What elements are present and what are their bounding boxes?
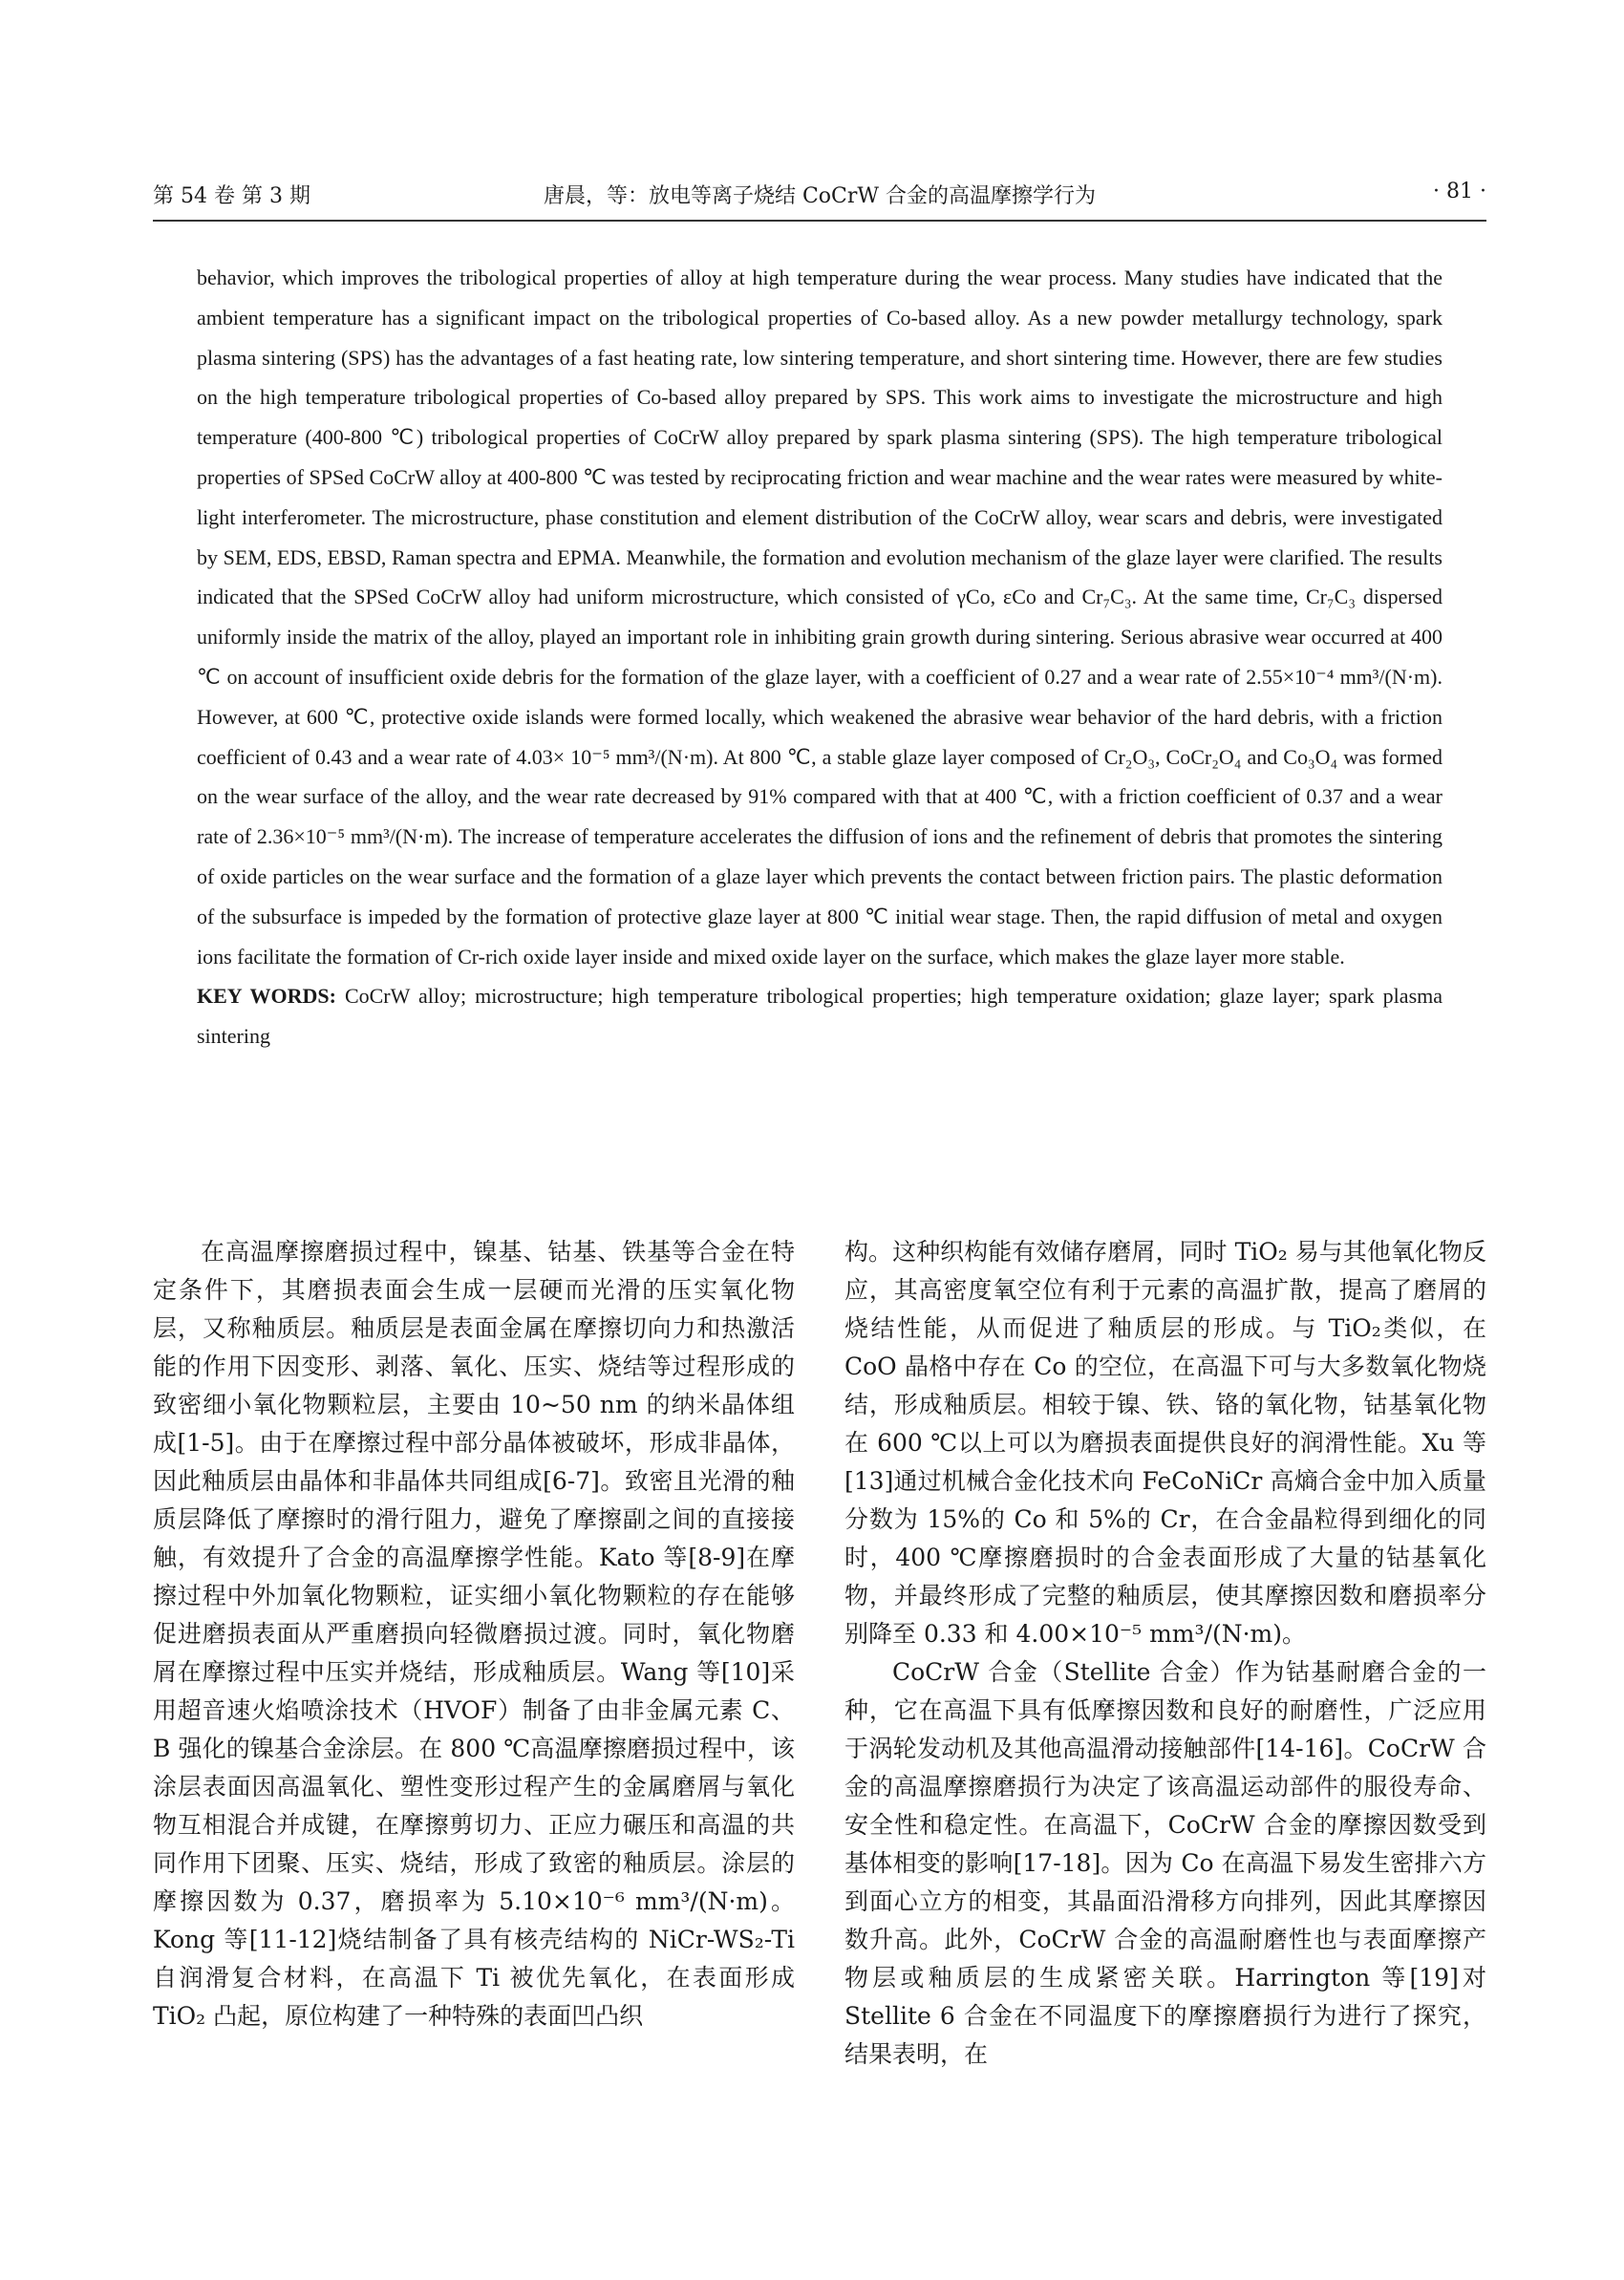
volume-issue: 第 54 卷 第 3 期 — [153, 184, 310, 208]
keywords-text: CoCrW alloy; microstructure; high temperature tribological properties; high temperature oxidation; glaze layer; spark plasma sintering — [197, 984, 1443, 1049]
paragraph-continued: 构。这种织构能有效储存磨屑，同时 TiO₂ 易与其他氧化物反应，其高密度氧空位有利于元素的高温扩散，提高了磨屑的烧结性能，从而促进了釉质层的形成。与 TiO₂类似，在 CoO 晶格中存在 Co 的空位，在高温下可与大多数氧化物烧结，形成釉质层。相较于镍、铁、铬的氧化物，钴基氧化物在 600 ℃以上可以为磨损表面提供良好的润滑性能。Xu 等[13]通过机械合金化技术向 FeCoNiCr 高熵合金中加入质量分数为 15%的 Co 和 5%的 Cr，在合金晶粒得到细化的同时，400 ℃摩擦磨损时的合金表面形成了大量的钴基氧化物，并最终形成了完整的釉质层，使其摩擦因数和磨损率分别降至 0.33 和 4.00×10⁻⁵ mm³/(N·m)。 — [844, 1238, 1486, 1648]
running-title: 唐晨，等：放电等离子烧结 CoCrW 合金的高温摩擦学行为 — [543, 184, 1097, 208]
page-number: · 81 · — [1433, 180, 1486, 203]
running-header — [153, 176, 1486, 214]
keywords — [197, 976, 1442, 1056]
body-column-left — [153, 1233, 795, 2035]
english-abstract — [197, 258, 1442, 1056]
paragraph-intro: 在高温摩擦磨损过程中，镍基、钴基、铁基等合金在特定条件下，其磨损表面会生成一层硬而光滑的压实氧化物层，又称釉质层。釉质层是表面金属在摩擦切向力和热激活能的作用下因变形、剥落、氧化、压实、烧结等过程形成的致密细小氧化物颗粒层，主要由 10~50 nm 的纳米晶体组成[1-5]。由于在摩擦过程中部分晶体被破坏，形成非晶体，因此釉质层由晶体和非晶体共同组成[6-7]。致密且光滑的釉质层降低了摩擦时的滑行阻力，避免了摩擦副之间的直接接触，有效提升了合金的高温摩擦学性能。Kato 等[8-9]在摩擦过程中外加氧化物颗粒，证实细小氧化物颗粒的存在能够促进磨损表面从严重磨损向轻微磨损过渡。同时，氧化物磨屑在摩擦过程中压实并烧结，形成釉质层。Wang 等[10]采用超音速火焰喷涂技术（HVOF）制备了由非金属元素 C、B 强化的镍基合金涂层。在 800 ℃高温摩擦磨损过程中，该涂层表面因高温氧化、塑性变形过程产生的金属磨屑与氧化物互相混合并成键，在摩擦剪切力、正应力碾压和高温的共同作用下团聚、压实、烧结，形成了致密的釉质层。涂层的摩擦因数为 0.37，磨损率为 5.10×10⁻⁶ mm³/(N·m)。Kong 等[11-12]烧结制备了具有核壳结构的 NiCr-WS₂-Ti 自润滑复合材料，在高温下 Ti 被优先氧化，在表面形成 TiO₂ 凸起，原位构建了一种特殊的表面凹凸织 — [153, 1238, 795, 2030]
paragraph-cocrw: CoCrW 合金（Stellite 合金）作为钴基耐磨合金的一种，它在高温下具有低摩擦因数和良好的耐磨性，广泛应用于涡轮发动机及其他高温滑动接触部件[14-16]。CoCrW 合金的高温摩擦磨损行为决定了该高温运动部件的服役寿命、安全性和稳定性。在高温下，CoCrW 合金的摩擦因数受到基体相变的影响[17-18]。因为 Co 在高温下易发生密排六方到面心立方的相变，其晶面沿滑移方向排列，因此其摩擦因数升高。此外，CoCrW 合金的高温耐磨性也与表面摩擦产物层或釉质层的生成紧密关联。Harrington 等[19]对 Stellite 6 合金在不同温度下的摩擦磨损行为进行了探究，结果表明，在 — [844, 1658, 1486, 2068]
body-column-right — [844, 1233, 1486, 2074]
header-rule — [153, 220, 1486, 222]
keywords-label: KEY WORDS: — [197, 984, 336, 1009]
abstract-text: behavior, which improves the tribological properties of alloy at high temperature during the wear process. Many studies have indicated that the ambient temperature has a significant impact on the tribological properties of Co-based alloy. As a new powder metallurgy technology, spark plasma sintering (SPS) has the advantages of a fast heating rate, low sintering temperature, and short sintering time. However, there are few studies on the high temperature tribological properties of Co-based alloy prepared by SPS. This work aims to investigate the microstructure and high temperature (400-800 ℃) tribological properties of CoCrW alloy prepared by spark plasma sintering (SPS). The high temperature tribological properties of SPSed CoCrW alloy at 400-800 ℃ was tested by reciprocating friction and wear machine and the wear rates were measured by white-light interferometer. The microstructure, phase constitution and element distribution of the CoCrW alloy, wear scars and debris, were investigated by SEM, EDS, EBSD, Raman spectra and EPMA. Meanwhile, the formation and evolution mechanism of the glaze layer were clarified. The results indicated that the SPSed CoCrW alloy had uniform microstructure, which consisted of γCo, εCo and Cr₇C₃. At the same time, Cr₇C₃ dispersed uniformly inside the matrix of the alloy, played an important role in inhibiting grain growth during sintering. Serious abrasive wear occurred at 400 ℃ on account of insufficient oxide debris for the formation of the glaze layer, with a coefficient of 0.27 and a wear rate of 2.55×10⁻⁴ mm³/(N·m). However, at 600 ℃, protective oxide islands were formed locally, which weakened the abrasive wear behavior of the hard debris, with a friction coefficient of 0.43 and a wear rate of 4.03× 10⁻⁵ mm³/(N·m). At 800 ℃, a stable glaze layer composed of Cr₂O₃, CoCr₂O₄ and Co₃O₄ was formed on the wear surface of the alloy, and the wear rate decreased by 91% compared with that at 400 ℃, with a friction coefficient of 0.37 and a wear rate of 2.36×10⁻⁵ mm³/(N·m). The increase of temperature accelerates the diffusion of ions and the refinement of debris that promotes the sintering of oxide particles on the wear surface and the formation of a glaze layer which prevents the contact between friction pairs. The plastic deformation of the subsurface is impeded by the formation of protective glaze layer at 800 ℃ initial wear stage. Then, the rapid diffusion of metal and oxygen ions facilitate the formation of Cr-rich oxide layer inside and mixed oxide layer on the surface, which makes the glaze layer more stable. — [197, 266, 1442, 969]
